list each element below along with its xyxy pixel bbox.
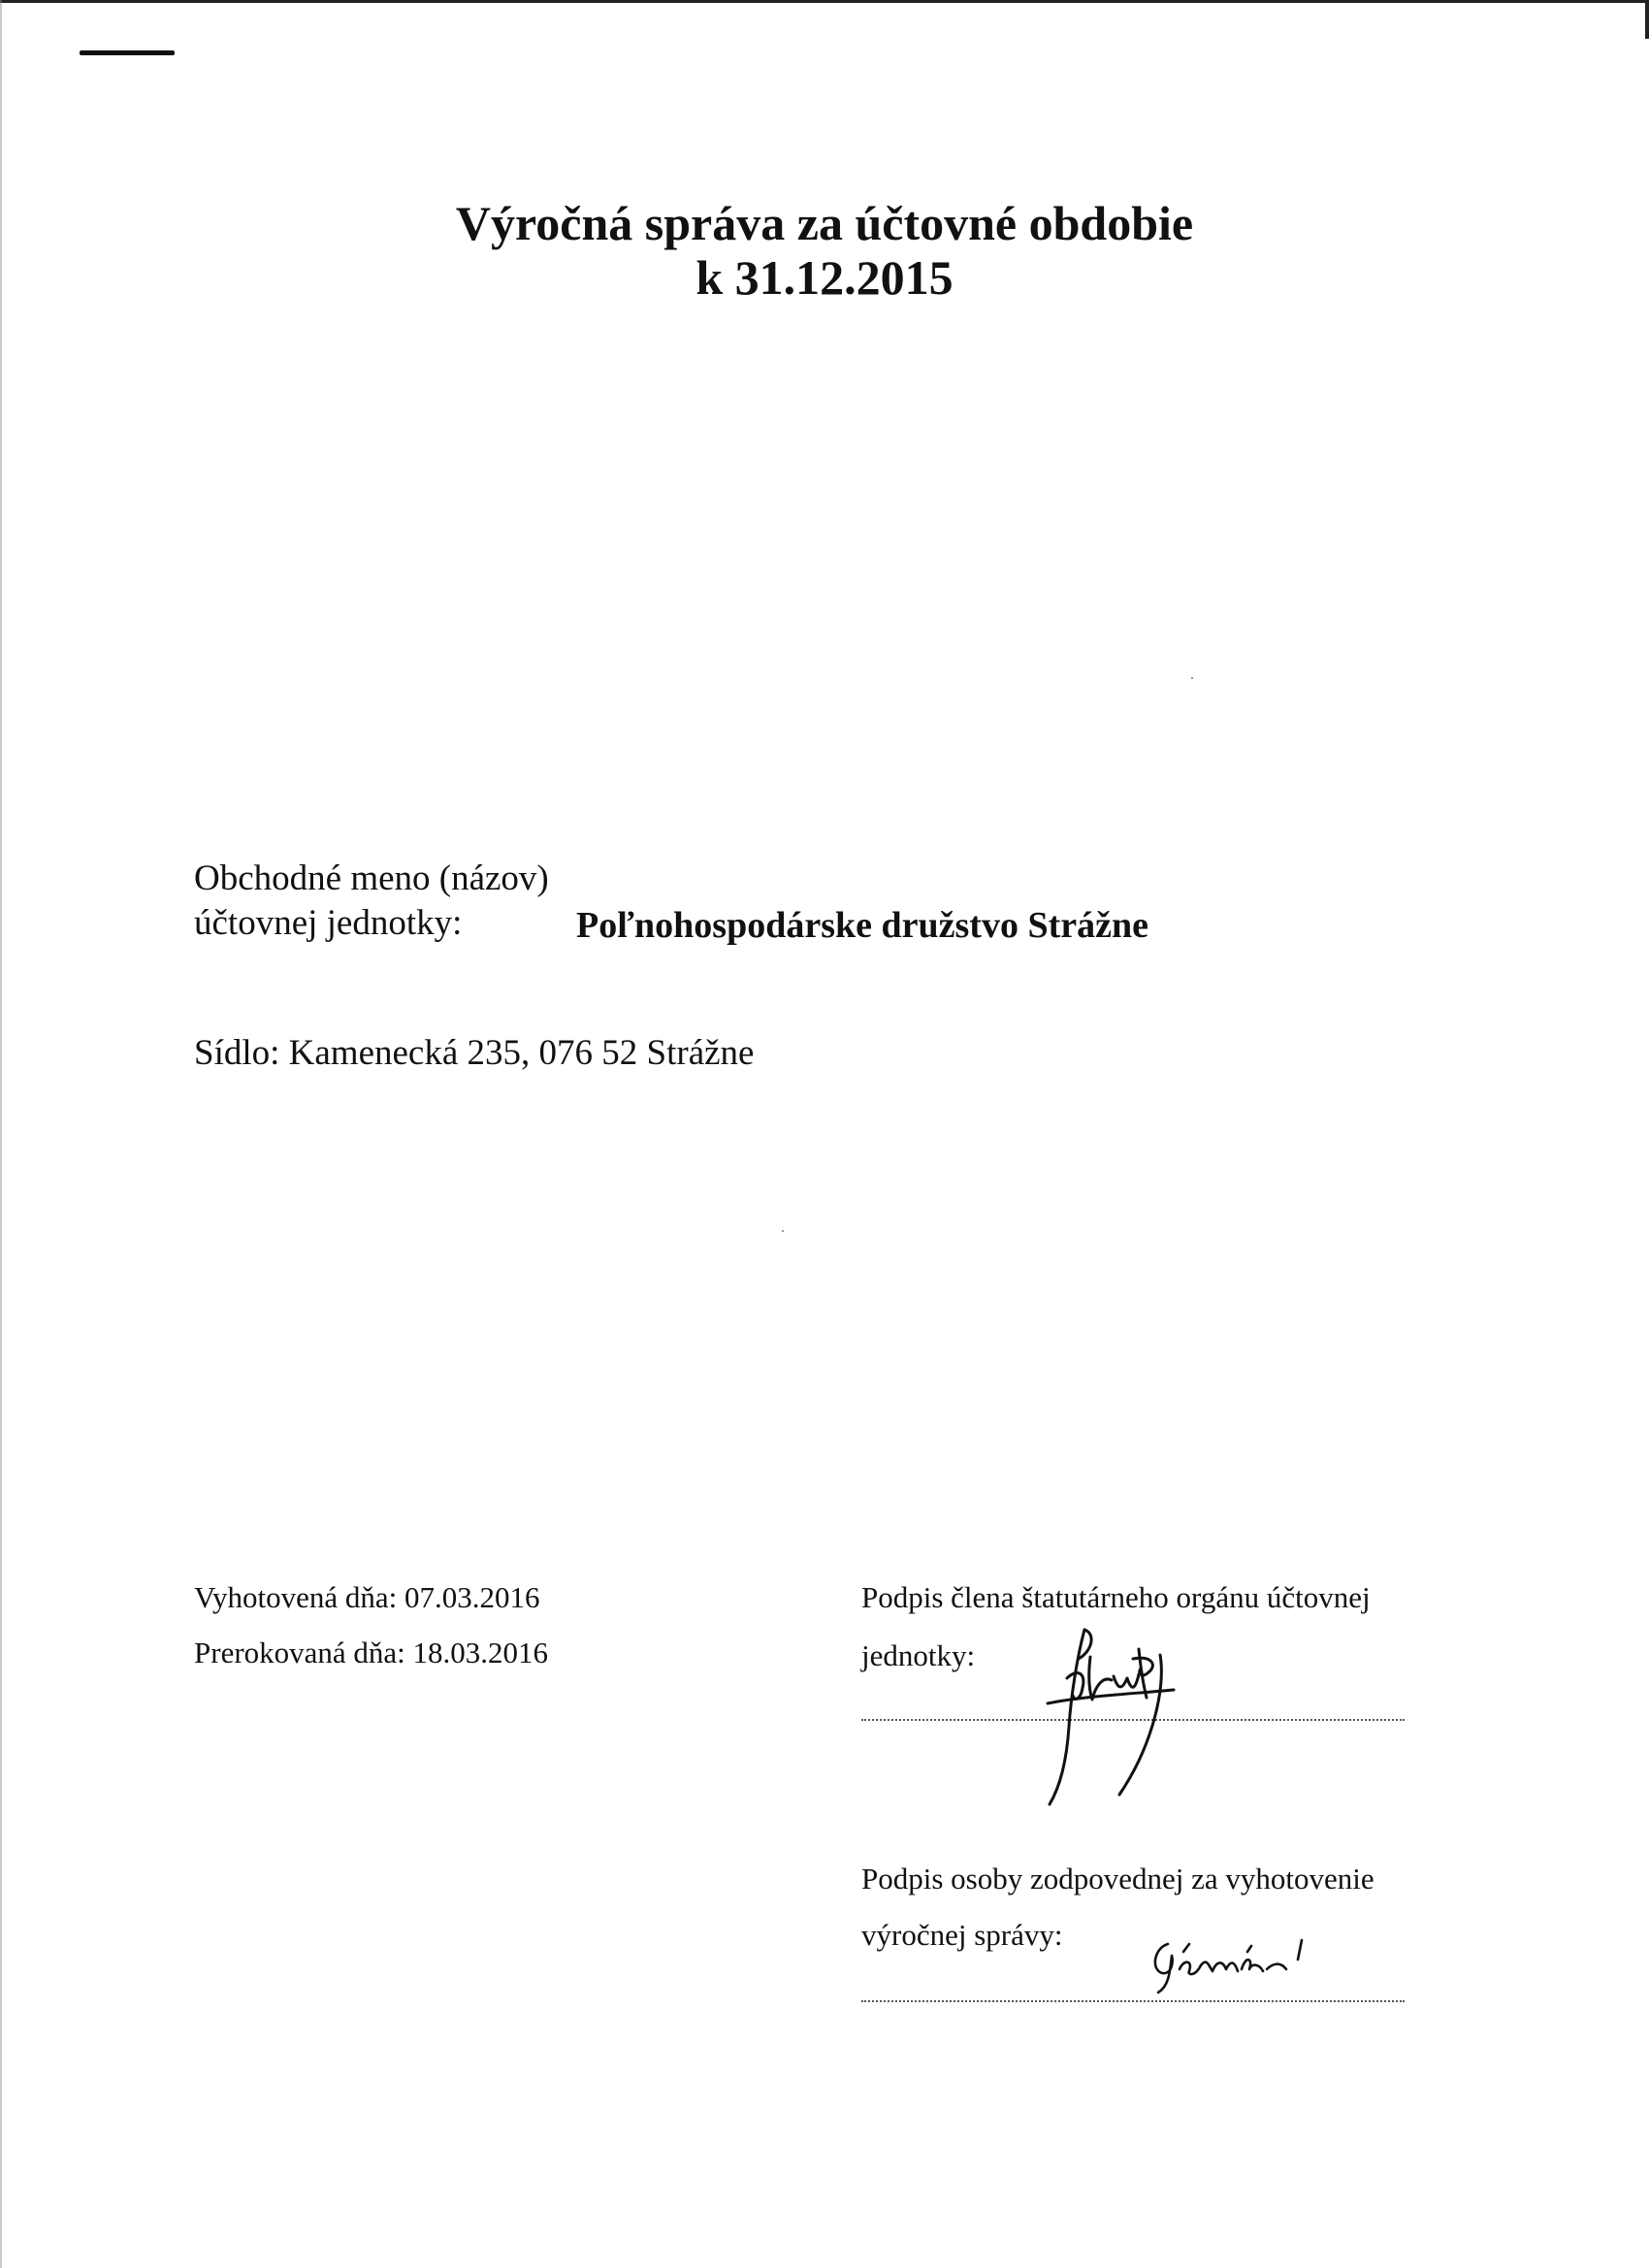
scan-border-left: [0, 0, 2, 2268]
statutory-signature-label-line1: Podpis člena štatutárneho orgánu účtovnej: [861, 1580, 1371, 1614]
corner-dash-mark: [80, 50, 175, 55]
responsible-signature-label-line2: výročnej správy:: [861, 1918, 1063, 1952]
responsible-signature-label-line1: Podpis osoby zodpovednej za vyhotovenie: [861, 1862, 1374, 1895]
entity-name-value: Poľnohospodárske družstvo Strážne: [576, 905, 1148, 946]
responsible-signature-image: [1145, 1930, 1319, 1998]
entity-seat: Sídlo: Kamenecká 235, 076 52 Strážne: [194, 1033, 755, 1073]
statutory-signature-image: [1028, 1620, 1222, 1814]
scan-speck: [1191, 677, 1193, 679]
discussed-date: Prerokovaná dňa: 18.03.2016: [194, 1636, 549, 1669]
entity-name-label-line1: Obchodné meno (názov): [194, 859, 549, 898]
responsible-signature-line: [861, 2000, 1405, 2002]
scan-border-top: [0, 0, 1649, 3]
scan-speck: [782, 1230, 784, 1232]
statutory-signature-label-line2: jednotky:: [861, 1638, 976, 1672]
entity-name-label-line2: účtovnej jednotky:: [194, 903, 463, 943]
scan-border-right: [1645, 0, 1649, 39]
report-title: Výročná správa za účtovné obdobie: [455, 196, 1194, 250]
report-period: k 31.12.2015: [695, 250, 954, 305]
prepared-date: Vyhotovená dňa: 07.03.2016: [194, 1580, 540, 1614]
